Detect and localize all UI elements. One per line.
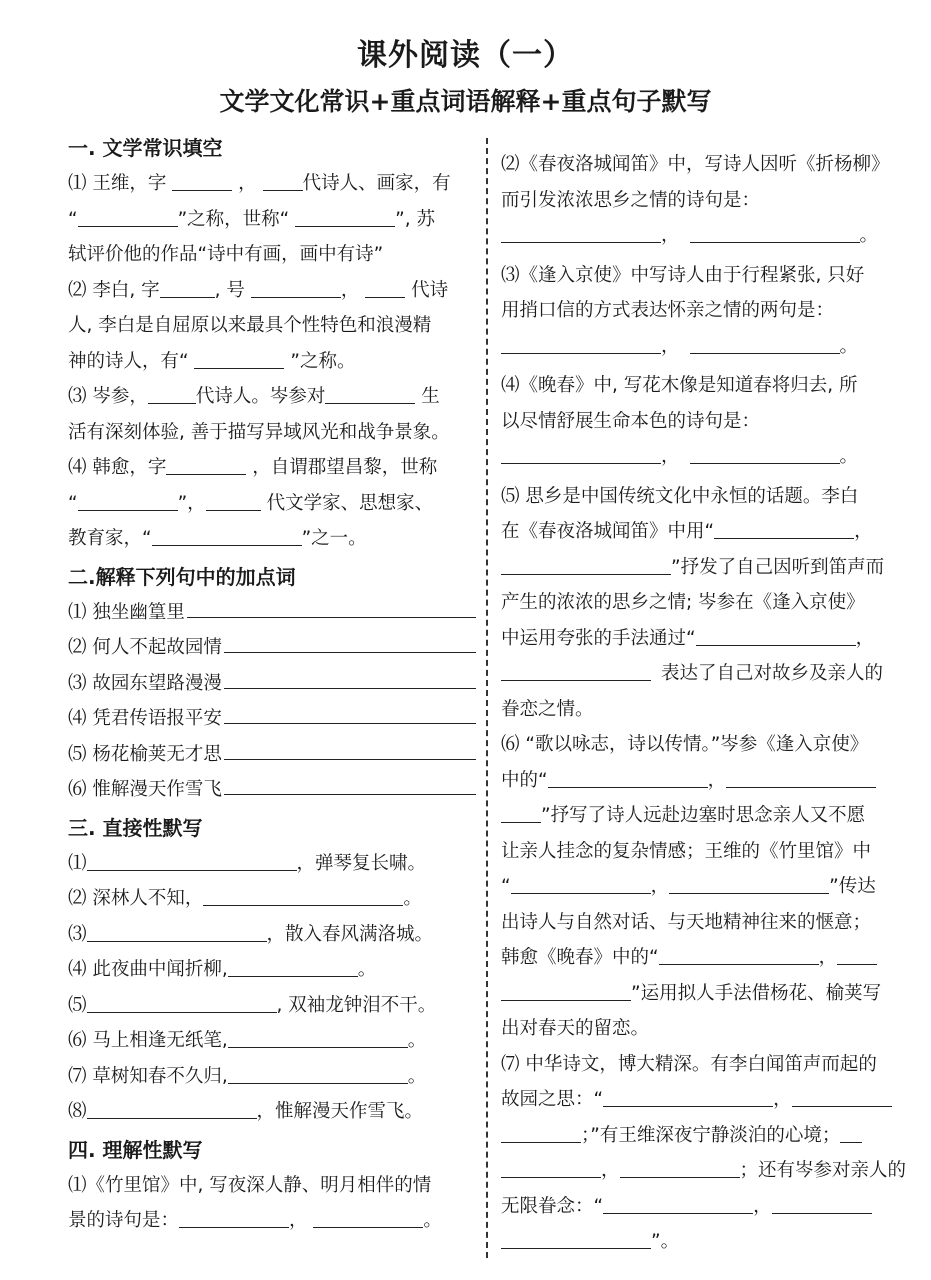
comprehension-item-cont: 景的诗句是： ， 。 [68, 1210, 442, 1231]
section-heading-2: 二.解释下列句中的加点词 [68, 564, 296, 589]
comprehension-item-cont: 在《春夜洛城闻笛》中用“ ， [501, 521, 873, 542]
question-1-2-end: 神的诗人，有“ ”之称。 [68, 350, 356, 372]
answer-blank[interactable] [714, 520, 854, 539]
question-1-3: ⑶ 岑参， 代诗人。岑参对 生 [68, 386, 440, 407]
answer-blank[interactable] [179, 1209, 289, 1228]
answer-blank[interactable] [501, 1159, 601, 1178]
comprehension-item-cont: 中运用夸张的手法通过“ ， [501, 627, 875, 649]
comprehension-item-cont: ”运用拟人手法借杨花、榆荚写 [501, 976, 911, 1012]
answer-blank[interactable] [501, 1230, 651, 1249]
answer-blank[interactable] [501, 335, 661, 354]
comprehension-item: ⑴《竹里馆》中, 写夜深人静、明月相伴的情 [68, 1174, 432, 1196]
dictation-item: ⑺ 草树知春不久归, 。 [68, 1065, 427, 1087]
answer-blank[interactable] [295, 208, 395, 227]
section-heading-1: 一. 文学常识填空 [68, 136, 223, 160]
answer-blank[interactable] [228, 1029, 408, 1048]
comprehension-item-cont: “ ， ”传达 [501, 876, 876, 897]
comprehension-item-cont: 出诗人与自然对话、与天地精神往来的惬意； [501, 911, 872, 933]
answer-blank[interactable] [224, 741, 476, 760]
answer-blank[interactable] [726, 769, 876, 788]
explain-item: ⑴ 独坐幽篁里 [68, 595, 476, 631]
answer-blank[interactable] [501, 445, 661, 464]
answer-blank[interactable] [160, 279, 215, 298]
section-heading-4: 四. 理解性默写 [68, 1137, 203, 1162]
question-1-3-cont: 活有深刻体验, 善于描写异域风光和战争景象。 [68, 421, 450, 443]
comprehension-item-cont: 无限眷念：“ ， [501, 1189, 911, 1225]
comprehension-item: ⑸ 思乡是中国传统文化中永恒的话题。李白 [501, 485, 859, 507]
comprehension-item-cont: ”抒发了自己因听到笛声而 [501, 550, 911, 586]
answer-blank[interactable] [206, 492, 261, 511]
answer-blank[interactable] [251, 279, 341, 298]
comprehension-item-cont: ”。 [501, 1224, 911, 1260]
answer-blank[interactable] [194, 350, 284, 369]
answer-blank[interactable] [203, 887, 403, 906]
page-subtitle: 文学文化常识+重点词语解释+重点句子默写 [219, 87, 712, 116]
question-1-2-cont: 人, 李白是自屈原以来最具个性特色和浪漫精 [68, 315, 432, 336]
answer-blank[interactable] [228, 958, 358, 977]
column-divider [486, 138, 488, 1258]
question-1-4: ⑷ 韩愈，字 ，自谓郡望昌黎，世称 [68, 457, 438, 478]
answer-blank[interactable] [187, 599, 476, 618]
answer-blank[interactable] [501, 982, 631, 1001]
answer-blank[interactable] [603, 1195, 753, 1214]
answer-blank[interactable] [166, 456, 246, 475]
question-1-1: ⑴ 王维，字 ， 代诗人、画家，有 [68, 173, 451, 194]
explain-item: ⑹ 惟解漫天作雪飞 [68, 772, 476, 808]
dictation-item: ⑷ 此夜曲中闻折柳, 。 [68, 959, 377, 980]
answer-blank[interactable] [620, 1159, 740, 1178]
answer-blank[interactable] [501, 556, 671, 575]
explain-item: ⑵ 何人不起故园情 [68, 630, 476, 666]
answer-blank[interactable] [365, 279, 405, 298]
comprehension-item-cont: ， ；还有岑参对亲人的 [501, 1153, 911, 1189]
dictation-item: ⑶ ，散入春风满洛城。 [68, 923, 434, 945]
explain-item: ⑸ 杨花榆荚无才思 [68, 737, 476, 773]
comprehension-item-answers: ， 。 [501, 439, 911, 475]
answer-blank[interactable] [224, 705, 476, 724]
comprehension-item-cont: 故园之思：“ ， [501, 1082, 911, 1118]
dictation-item: ⑻ ，惟解漫天作雪飞。 [68, 1101, 424, 1122]
answer-blank[interactable] [224, 776, 476, 795]
answer-blank[interactable] [501, 804, 541, 823]
answer-blank[interactable] [87, 1100, 257, 1119]
answer-blank[interactable] [690, 445, 840, 464]
comprehension-item-cont: 表达了自己对故乡及亲人的 [501, 656, 911, 692]
right-column [501, 147, 911, 1260]
comprehension-item-cont: 以尽情舒展生命本色的诗句是： [501, 410, 761, 432]
answer-blank[interactable] [501, 662, 651, 681]
answer-blank[interactable] [690, 335, 840, 354]
answer-blank[interactable] [548, 769, 708, 788]
answer-blank[interactable] [87, 923, 267, 942]
comprehension-item-cont: 出对春天的留恋。 [501, 1018, 650, 1039]
answer-blank[interactable] [840, 1124, 862, 1143]
question-1-1-end: 轼评价他的作品“诗中有画，画中有诗” [68, 244, 384, 265]
answer-blank[interactable] [87, 852, 297, 871]
answer-blank[interactable] [669, 875, 829, 894]
dictation-item: ⑸ , 双袖龙钟泪不干。 [68, 994, 437, 1016]
answer-blank[interactable] [772, 1195, 872, 1214]
comprehension-item-answers: ， 。 [501, 329, 911, 365]
answer-blank[interactable] [696, 627, 856, 646]
answer-blank[interactable] [690, 224, 860, 243]
comprehension-item-answers: ， 。 [501, 218, 911, 254]
explain-item: ⑶ 故园东望路漫漫 [68, 666, 476, 702]
answer-blank[interactable] [313, 1209, 423, 1228]
comprehension-item-cont: ”抒写了诗人远赴边塞时思念亲人又不愿 [501, 798, 911, 834]
comprehension-item-cont: 中的“ ， [501, 763, 911, 799]
comprehension-item-cont: 而引发浓浓思乡之情的诗句是： [501, 189, 761, 211]
dictation-item: ⑴ ，弹琴复长啸。 [68, 852, 427, 874]
answer-blank[interactable] [603, 1088, 773, 1107]
comprehension-item: ⑺ 中华诗文，博大精深。有李白闻笛声而起的 [501, 1053, 877, 1075]
answer-blank[interactable] [501, 1124, 581, 1143]
comprehension-item-cont: ；”有王维深夜宁静淡泊的心境； [501, 1118, 911, 1154]
answer-blank[interactable] [78, 208, 178, 227]
section-heading-3: 三. 直接性默写 [68, 815, 203, 840]
comprehension-item-cont: 产生的浓浓的思乡之情; 岑参在《逢入京使》 [501, 592, 865, 613]
answer-blank[interactable] [511, 875, 651, 894]
answer-blank[interactable] [148, 385, 196, 404]
question-1-4-cont: “ ”， 代文学家、思想家、 [68, 492, 434, 514]
question-1-1-cont: “ ”之称，世称“ ”, 苏 [68, 208, 436, 230]
comprehension-item-cont: 眷恋之情。 [501, 698, 594, 720]
answer-blank[interactable] [224, 670, 476, 689]
answer-blank[interactable] [224, 634, 476, 653]
comprehension-item: ⑹ “歌以咏志，诗以传情。”岑参《逢入京使》 [501, 734, 869, 755]
comprehension-item: ⑵《春夜洛城闻笛》中，写诗人因听《折杨柳》 [501, 154, 890, 175]
answer-blank[interactable] [228, 1065, 408, 1084]
comprehension-item-cont: 韩愈《晚春》中的“ ， [501, 940, 911, 976]
explain-item: ⑷ 凭君传语报平安 [68, 701, 476, 737]
answer-blank[interactable] [837, 946, 877, 965]
comprehension-item: ⑷《晚春》中, 写花木像是知道春将归去, 所 [501, 375, 858, 396]
answer-blank[interactable] [501, 224, 661, 243]
dictation-item: ⑵ 深林人不知， 。 [68, 888, 422, 909]
left-column [68, 128, 476, 1239]
answer-blank[interactable] [87, 994, 277, 1013]
answer-blank[interactable] [792, 1088, 892, 1107]
page-title: 课外阅读（一） [357, 38, 574, 73]
answer-blank[interactable] [78, 492, 178, 511]
answer-blank[interactable] [152, 527, 302, 546]
comprehension-item-cont: 让亲人挂念的复杂情感；王维的《竹里馆》中 [501, 840, 872, 862]
comprehension-item-cont: 用捎口信的方式表达怀亲之情的两句是： [501, 300, 835, 321]
question-1-4-end: 教育家，“ ”之一。 [68, 528, 367, 549]
answer-blank[interactable] [263, 172, 303, 191]
answer-blank[interactable] [325, 385, 415, 404]
comprehension-item: ⑶《逢入京使》中写诗人由于行程紧张, 只好 [501, 264, 865, 286]
answer-blank[interactable] [659, 946, 819, 965]
answer-blank[interactable] [172, 172, 232, 191]
dictation-item: ⑹ 马上相逢无纸笔, 。 [68, 1030, 427, 1051]
question-1-2: ⑵ 李白, 字 , 号 ， 代诗 [68, 279, 449, 301]
